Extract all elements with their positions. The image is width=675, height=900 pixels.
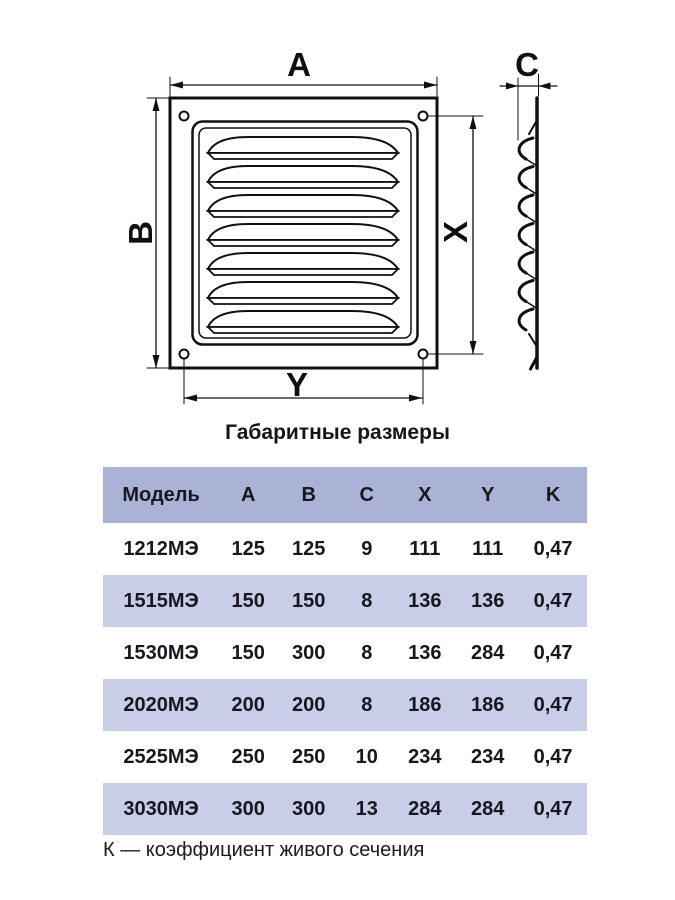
cell-b: 300 [292,641,326,664]
cell-k: 0,47 [519,679,587,731]
cell-x: 186 [393,679,456,731]
cell-c: 13 [340,783,393,835]
cell-k: 0,47 [519,783,587,835]
cell-model: 1515МЭ [103,575,219,627]
table-header-row [103,467,587,523]
cell-k: 0,47 [533,745,573,768]
cell-c: 9 [361,537,373,560]
column-header-c: C [340,467,393,523]
table-row [103,575,587,627]
column-header-x: X [393,467,456,523]
louver-slats [208,137,398,333]
cell-c: 10 [355,745,378,768]
cell-b: 300 [277,783,340,835]
screw-hole [419,112,428,121]
screw-hole [180,350,189,359]
dimensions-table [103,467,587,835]
cell-model: 1530МЭ [123,641,199,664]
dim-label-c: C [515,46,539,83]
cell-x: 111 [409,537,441,560]
dim-label-x: X [437,220,474,244]
cell-x: 136 [408,641,442,664]
grille-front-view [170,98,437,368]
table-row [103,679,587,731]
section-title: Габаритные размеры [225,421,450,444]
cell-model: 2525МЭ [123,745,199,768]
dim-label-a: A [287,46,311,83]
cell-model: 1212МЭ [123,537,199,560]
cell-a: 200 [219,679,277,731]
cell-x: 234 [408,745,442,768]
cell-model: 2020МЭ [103,679,219,731]
cell-c: 8 [340,575,393,627]
cell-b: 250 [292,745,326,768]
cell-a: 150 [219,575,277,627]
column-header-model: Модель [103,467,219,523]
cell-x: 284 [393,783,456,835]
cell-y: 136 [456,575,519,627]
table-row [103,783,587,835]
cell-y: 284 [456,783,519,835]
screw-hole [419,350,428,359]
cell-b: 200 [277,679,340,731]
cell-y: 186 [456,679,519,731]
grille-side-view [518,78,537,369]
cell-k: 0,47 [533,537,573,560]
screw-hole [180,112,189,121]
column-header-k: K [519,467,587,523]
grille-technical-drawing [0,0,675,420]
cell-a: 300 [219,783,277,835]
column-header-b: B [277,467,340,523]
cell-y: 234 [471,745,505,768]
table-row [103,731,587,783]
cell-y: 111 [472,537,504,560]
cell-y: 284 [471,641,505,664]
table-row [103,523,587,575]
cell-k: 0,47 [533,641,573,664]
cell-c: 8 [340,679,393,731]
cell-x: 136 [393,575,456,627]
cell-model: 3030МЭ [103,783,219,835]
dim-label-y: Y [285,366,309,403]
cell-k: 0,47 [519,575,587,627]
cell-a: 250 [231,745,265,768]
dim-label-b: B [122,221,159,245]
cell-a: 150 [231,641,265,664]
cell-c: 8 [361,641,373,664]
table-row [103,627,587,679]
cell-b: 125 [292,537,326,560]
footnote-k-coefficient: К — коэффициент живого сечения [103,839,425,861]
column-header-y: Y [456,467,519,523]
cell-a: 125 [231,537,265,560]
cell-b: 150 [277,575,340,627]
column-header-a: A [219,467,277,523]
